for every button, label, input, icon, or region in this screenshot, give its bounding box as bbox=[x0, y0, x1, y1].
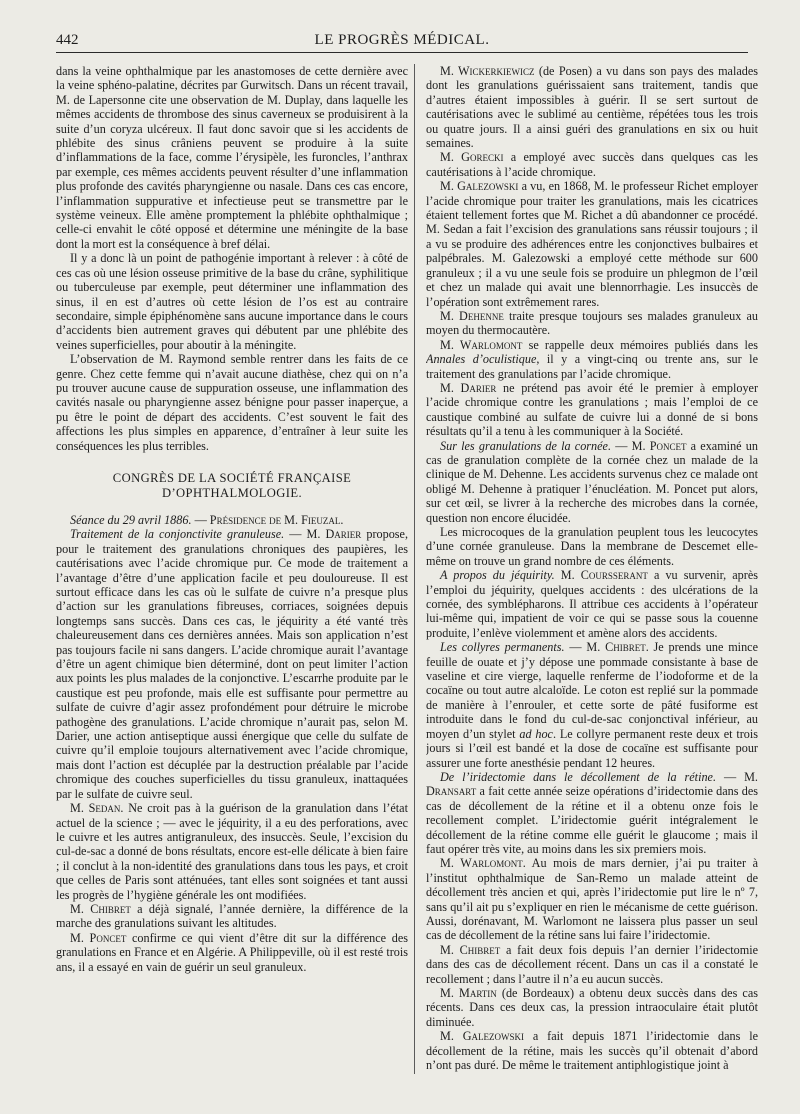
paragraph bbox=[426, 309, 758, 338]
paragraph-text: Au mois de mars dernier, j’ai pu traiter à l’institut ophthalmique de San-Remo un malade atteint de décollement très ancien et qui, après l’iridectomie put lire le nº 7, sans qu’il ait pu s’expliquer en rien le mécanisme de cette guérison. Aussi, dorénavant, M. Warlomont ne laissera plus passer un seul cas de décollement de la rétine sans lui faire l’iridectomie. bbox=[426, 856, 758, 943]
left-column bbox=[56, 64, 408, 1104]
topic-title: A propos du jéquirity. bbox=[440, 568, 555, 583]
paragraph bbox=[426, 179, 758, 309]
speaker-name: M. Chibret bbox=[440, 942, 501, 957]
paragraph bbox=[426, 856, 758, 942]
paragraph: dans la veine ophthalmique par les anastomoses de cette dernière avec la veine sphéno-palatine, décrites par Gurwitsch. Dans un récent travail, M. de Lapersonne cite une observation de M. Duplay, dans laquelle les mêmes accidents de thrombose des sinus caverneux se produisirent à la suite d’un coryza ulcéreux. Il faut donc savoir que si les accidents de phlébite des sinus crâniens peuvent se produire à la suite d’inflammations de la face, comme l’érysipèle, les furoncles, l’anthrax par exemple, ces mêmes accidents peuvent résulter d’une inflammation plus profonde des cavités pharyngienne ou nasale. Dans ces cas encore, l’inflammation suppurative et infectieuse peut se transmettre par le système veineux. Elle amène promptement la phlébite ophthalmique ; celle-ci envahit le côté opposé et détermine une méningite de la base dont la mort est la conséquence à bref délai. bbox=[56, 64, 408, 251]
paragraph bbox=[426, 770, 758, 856]
paragraph bbox=[426, 439, 758, 525]
paragraph: Il y a donc là un point de pathogénie important à relever : à côté de ces cas où une lésion osseuse primitive de la base du crâne, syphilitique ou tuberculeuse par exemple, peut déterminer une inflammation des sinus, il en est d’autres où cette lésion de l’os est au contraire secondaire, simple épiphénomène sans aucune importance dans le cours d’accidents bien autrement graves qui débutent par une phlébite des veines superficielles, pour aboutir à la méningite. bbox=[56, 251, 408, 352]
speaker-name: — M. Darier bbox=[284, 527, 362, 542]
page-number: 442 bbox=[56, 32, 79, 48]
paragraph bbox=[426, 150, 758, 179]
section-heading bbox=[56, 471, 408, 501]
speaker-name: M. Gorecki bbox=[440, 150, 504, 165]
speaker-name: M. Darier bbox=[440, 380, 497, 395]
topic-title: Traitement de la conjonctivite granuleuse. bbox=[70, 527, 285, 542]
session-presidency: — Présidence de M. Fieuzal. bbox=[191, 512, 344, 527]
paragraph-text: a examiné un cas de granulation complète de la cornée chez un malade de la clinique de M. Dehenne. Les accidents survenus chez ce malade ont obligé M. Dehenne à pratiquer l’énucléation. M. Poncet put alors, sur cet œil, se livrer à la recherche des microbes dans la cornée, question non encore élucidée. bbox=[426, 438, 758, 525]
speaker-name: M. Galezowski bbox=[440, 179, 519, 194]
paragraph-text: a employé avec succès dans quelques cas les cautérisations à l’acide chromique. bbox=[426, 150, 758, 179]
journal-citation: Annales d’oculistique bbox=[426, 352, 537, 367]
paragraph: Les microcoques de la granulation peuplent tous les leucocytes d’une cornée granuleuse. Dans la membrane de Descemet elle-même on trouve un grand nombre de ces éléments. bbox=[426, 525, 758, 568]
page-header bbox=[56, 28, 748, 53]
speaker-name: M. Chibret bbox=[70, 901, 131, 916]
topic-title: Sur les granulations de la cornée. bbox=[440, 438, 611, 453]
section-title-line-1: CONGRÈS DE LA SOCIÉTÉ FRANÇAISE bbox=[112, 470, 352, 485]
paragraph-text: traite presque toujours ses malades granuleux au moyen du thermocautère. bbox=[426, 308, 758, 338]
session-line bbox=[56, 513, 408, 527]
journal-title: LE PROGRÈS MÉDICAL. bbox=[314, 32, 490, 48]
paragraph-text: (de Posen) a vu dans son pays des malades dont les granulations guérissaient sans traitement, tandis que d’autres étaient impossibles à guérir. Il se sert surtout de cautérisations avec le sublimé au centième, répétées tous les trois ou quatre jours. Il a ainsi guéri des granulations en six ou huit semaines. bbox=[426, 64, 758, 151]
paragraph bbox=[56, 931, 408, 974]
paragraph-text: Je prends une mince feuille de ouate et j’y dépose une pommade consistante à base de vaseline et cire vierge, laquelle renferme de l’iodoforme et de la cocaïne ou tout autre alcaloïde. Le coton est replié sur la pommade de manière à l’enrouler, et cette sorte de pâté fusiforme est introduite dans le fond du cul-de-sac conjonctival inférieur, au moyen d’un stylet bbox=[426, 640, 758, 741]
paragraph bbox=[426, 338, 758, 381]
paragraph-text: a fait cette année seize opérations d’iridectomie dans des cas de décollement de la rétine et il a obtenu onze fois le recollement complet. L’iridectomie guérit intégralement le décollement de la rétine comme elle guérit le glaucome ; mais il faut opérer très vite, au moins dans les six premiers mois. bbox=[426, 784, 758, 856]
paragraph-text: a fait depuis 1871 l’iridectomie dans le décollement de la rétine, mais les succès qu’il obtenait d’abord n’ont pas duré. De même le traitement antiphlogistique joint à bbox=[426, 1029, 758, 1073]
paragraph-text: se rappelle deux mémoires publiés dans les bbox=[522, 337, 758, 352]
paragraph-text: a vu survenir, après l’emploi du jéquirity, quelques accidents : des ulcérations de la cornée, des symblépharons. Il attribue ces accidents à l’opérateur lui-même qui, impatient de voir ce qui se passe sous la couenne produite, l’enlève violemment et amène alors des accidents. bbox=[426, 568, 758, 640]
paragraph bbox=[56, 902, 408, 931]
speaker-name: M. Poncet bbox=[70, 930, 127, 945]
speaker-name: M. Warlomont. bbox=[440, 856, 526, 871]
speaker-name: — M. Chibret. bbox=[564, 640, 649, 655]
paragraph-text: Ne croit pas à la guérison de la granulation dans l’état actuel de la science ; — avec le jéquirity, il a eu des perforations, avec le cuivre et les autres antigranuleux, des insuccès. Seule, l’excision du cul-de-sac a donné de bons résultats, encore est-elle délicate à bien faire ; il conclut à la non-identité des granulations dans tous les pays, et croit que celles de Paris sont atténuées, tant elles sont soignées et tant aussi les progrès de l’hygiène générale les ont modifiées. bbox=[56, 801, 408, 902]
speaker-name: M. Galezowski bbox=[440, 1029, 525, 1044]
paragraph-text: (de Bordeaux) a obtenu deux succès dans des cas récents. Dans ces deux cas, la pression intraoculaire était plutôt diminuée. bbox=[426, 986, 758, 1029]
paragraph-text: a vu, en 1868, M. le professeur Richet employer l’acide chromique pour traiter les granulations, mais les cicatrices étaient tellement fortes que M. Richet a dû abandonner ce procédé. M. Sedan a fait l’excision des granulations sans réussir toujours ; il a vu se produire des adhérences entre les conjonctives bulbaires et palpébrales. M. Galezowski a employé cette méthode sur 600 granuleux ; il a vu une seule fois se produire un phlegmon de l’œil et chez un malade qui avait une blennorrhagie. Les insuccès de l’opération sont extrêmement rares. bbox=[426, 179, 758, 309]
paragraph bbox=[426, 381, 758, 439]
paragraph bbox=[426, 568, 758, 640]
paragraph-text: a déjà signalé, l’année dernière, la différence de la marche des granulations suivant les altitudes. bbox=[56, 901, 408, 931]
speaker-name: M. Wickerkiewicz bbox=[440, 64, 535, 78]
paragraph-text: confirme ce qui vient d’être dit sur la différence des granulations en France et en Algérie. A Philippeville, où il est resté trois ans, il a essayé en vain de guérir un seul granuleux. bbox=[56, 930, 408, 974]
paragraph bbox=[426, 640, 758, 770]
speaker-name: — M. Dransart bbox=[426, 769, 758, 799]
topic-title: De l’iridectomie dans le décollement de la rétine. bbox=[440, 769, 716, 784]
section-title-line-2: D’OPHTHALMOLOGIE. bbox=[161, 485, 303, 500]
right-column bbox=[426, 64, 758, 1104]
paragraph bbox=[426, 943, 758, 986]
latin-term: ad hoc bbox=[519, 726, 553, 741]
paragraph: L’observation de M. Raymond semble rentrer dans les faits de ce genre. Chez cette femme qui n’avait aucune diathèse, chez qui on n’a pu trouver aucune cause de suppuration osseuse, une inflammation des cavités nasale ou pharyngienne assez bénigne pour passer inaperçue, a pu être le point de départ des accidents. C’est souvent le fait des affections les plus simples en apparence, d’entraîner à leur suite les conséquences les plus terribles. bbox=[56, 352, 408, 453]
speaker-name: M. Warlomont bbox=[440, 337, 523, 352]
paragraph-text: . Le collyre permanent reste deux et trois jours si l’œil est bandé et la dose de cocaïne est suffisante pour assurer une forte anesthésie pendant 12 heures. bbox=[426, 726, 758, 770]
paragraph bbox=[426, 986, 758, 1029]
column-divider bbox=[414, 64, 415, 1074]
paragraph-text: propose, pour le traitement des granulations chroniques des paupières, les cautérisations avec l’acide chromique pur. Ce mode de traitement a l’avantage d’être d’une application facile et peu douloureuse. Il est surtout efficace dans les cas où le sulfate de cuivre n’a presque plus d’action sur les granulations fibreuses, corriaces, soignées depuis longtemps sans succès. Dans ces cas, le jéquirity a été vanté très chaleureusement dans ces dernières années. Mais son application n’est pas toujours facile ni sans dangers. L’acide chromique aurait l’avantage d’être un agent chimique bien déterminé, dont on peut limiter l’action aux points les plus malades de la conjonctive. L’escarrhe produite par le caustique est peu profonde, mais elle est suffisante pour permettre au sulfate de cuivre d’agir assez profondément pour détruire le microbe pathogène des granulations. L’acide chromique n’aurait pas, selon M. Darier, une action antiseptique aussi énergique que celle du sulfate de cuivre qu’il emploie toujours alternativement avec l’acide chromique, mais dont l’action est décuplée par la destruction préalable par l’acide chromique des couches superficielles du tissu granuleux, inattaquées par le sulfate de cuivre seul. bbox=[56, 527, 408, 801]
paragraph bbox=[426, 64, 758, 150]
speaker-name: M. Dehenne bbox=[440, 308, 504, 323]
topic-title: Les collyres permanents. bbox=[440, 640, 565, 655]
speaker-name: M. Martin bbox=[440, 986, 497, 1000]
speaker-name: M. Sedan. bbox=[70, 801, 124, 816]
paragraph bbox=[56, 801, 408, 902]
speaker-name: — M. Poncet bbox=[611, 438, 687, 453]
paragraph bbox=[56, 527, 408, 801]
speaker-name: M. Coursserant bbox=[554, 568, 648, 583]
paragraph bbox=[426, 1029, 758, 1072]
paragraph-text: , il y a vingt-cinq ou trente ans, sur le traitement des granulations par l’acide chromique. bbox=[426, 352, 758, 381]
paragraph-text: ne prétend pas avoir été le premier à employer l’acide chromique contre les granulations ; mais l’emploi de ce caustique combiné au sulfate de cuivre lui a donné de si bons résultats qu’il a tenu à les communiquer à la Société. bbox=[426, 380, 758, 439]
paragraph-text: a fait deux fois depuis l’an dernier l’iridectomie dans des cas de décollement récent. Dans un cas il a constaté le recollement ; dans l’autre il n’a eu aucun succès. bbox=[426, 942, 758, 986]
session-date: Séance du 29 avril 1886. bbox=[70, 512, 192, 527]
